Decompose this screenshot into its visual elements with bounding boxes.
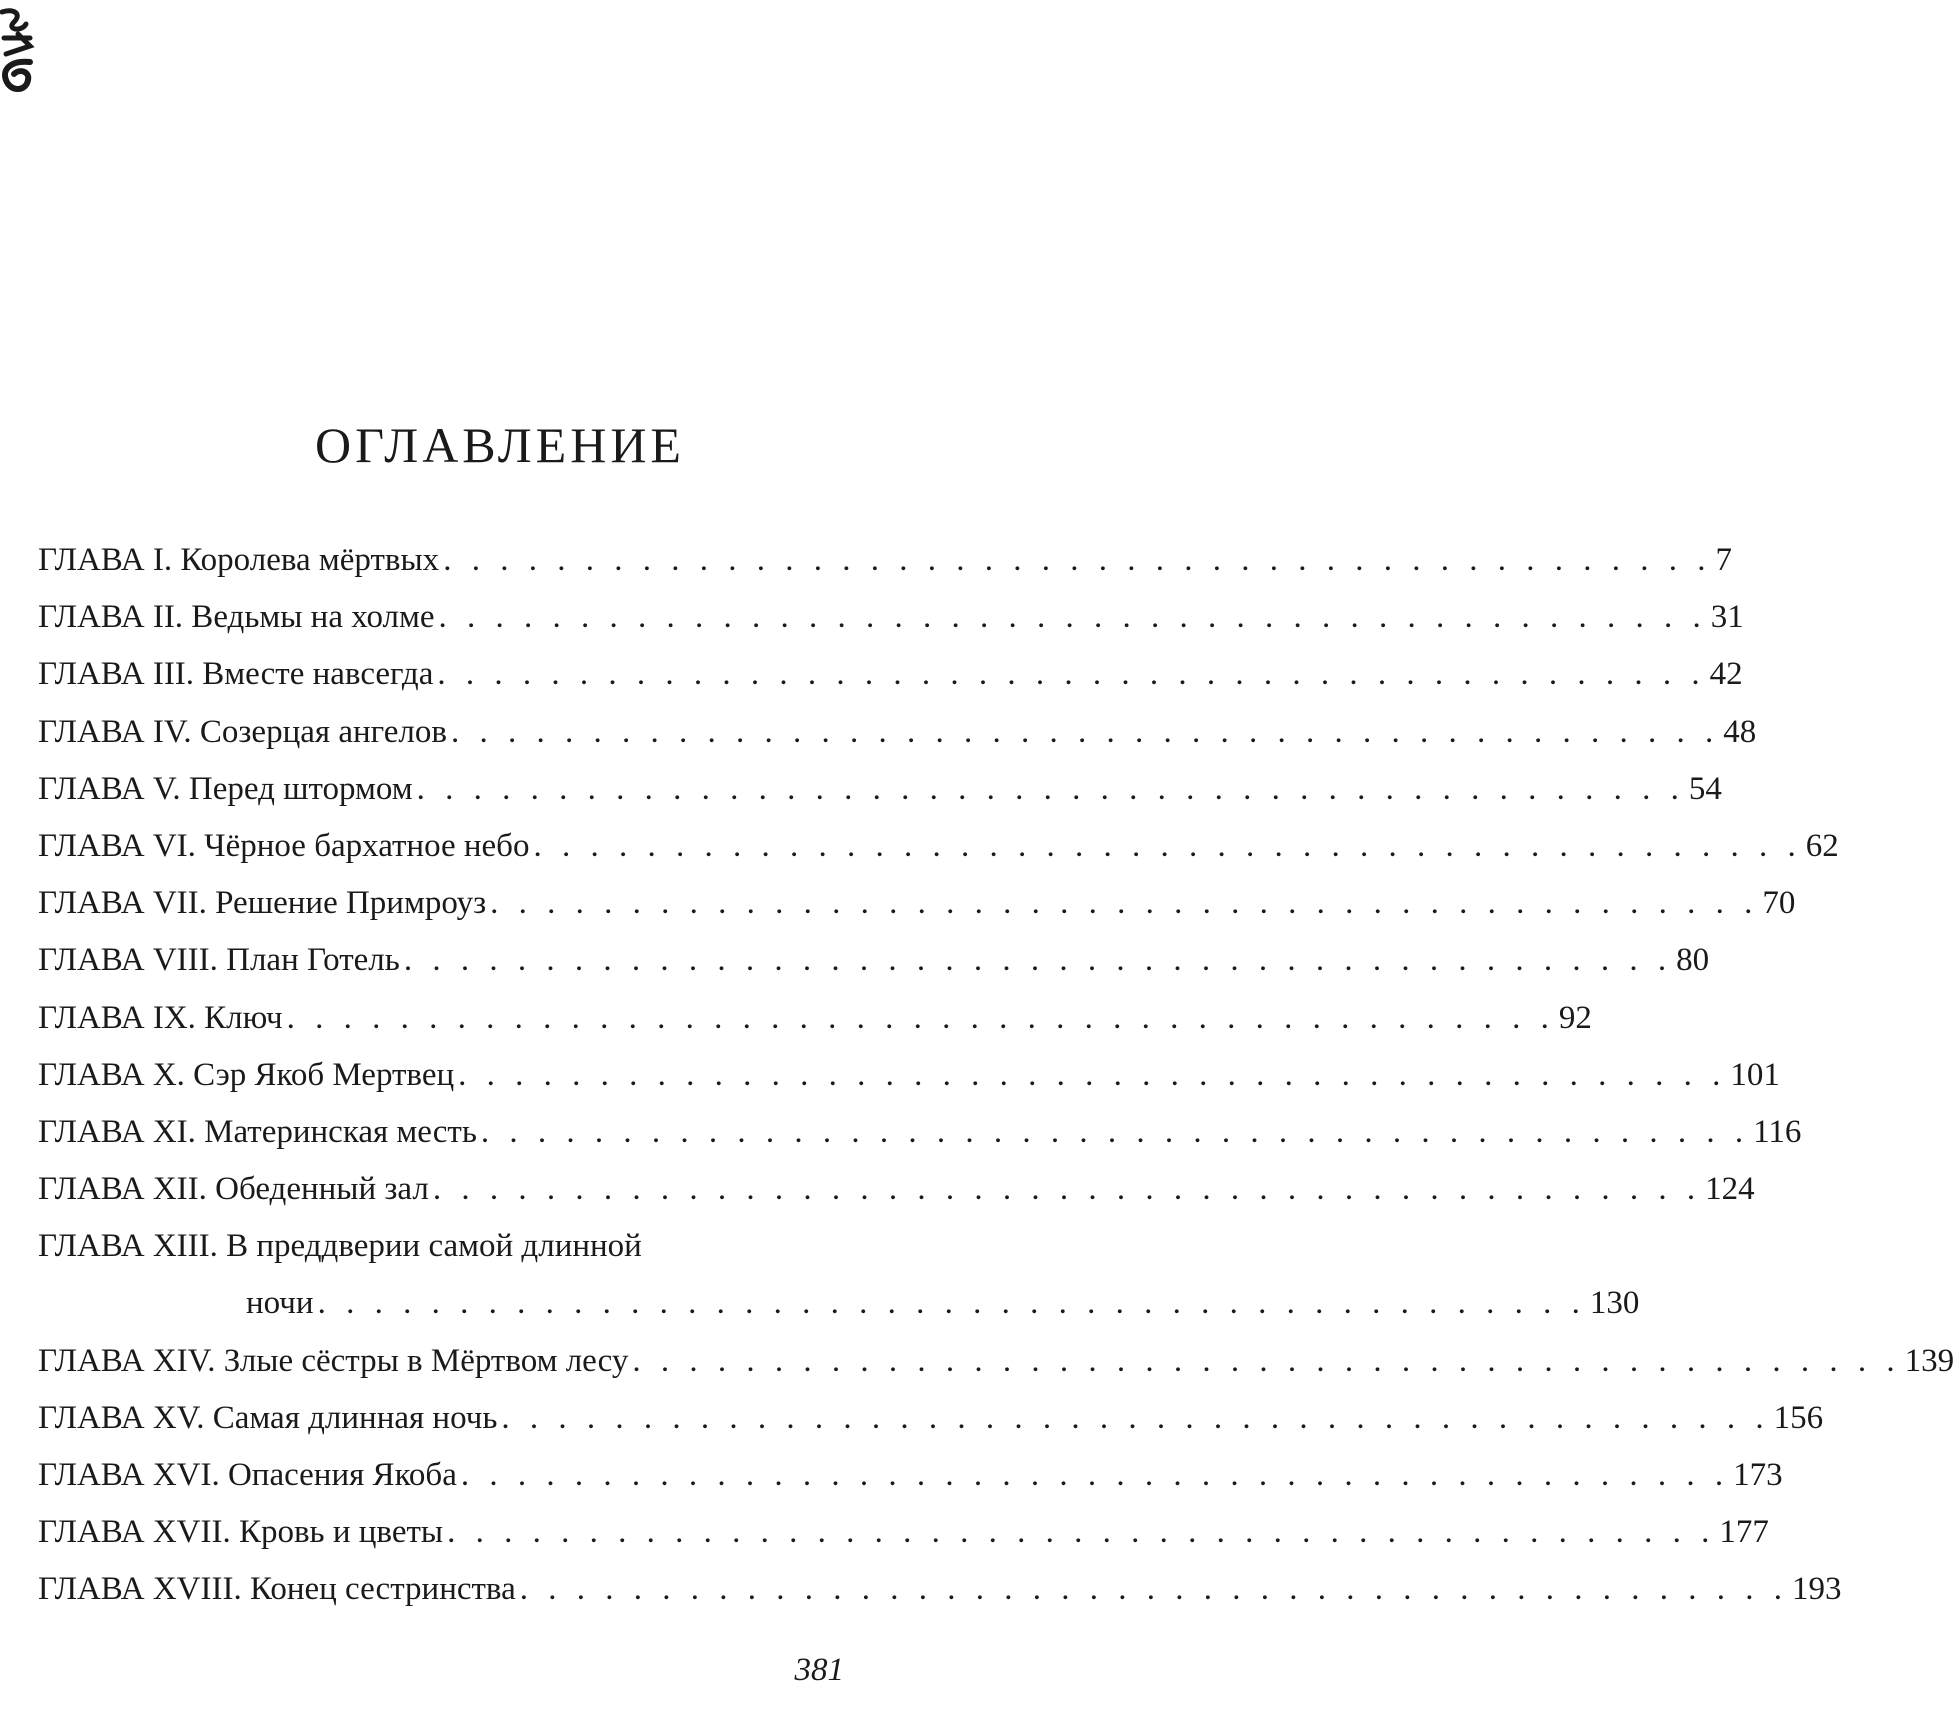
toc-entry[interactable]	[38, 1333, 1954, 1390]
dot-leader: . . . . . . . . . . . . . . . . . . . . . . . . . . . . . . . . . . . . . . . . . . . . .	[432, 1171, 1702, 1208]
dot-leader: . . . . . . . . . . . . . . . . . . . . . . . . . . . . . . . . . . . . . . . . . . . . .	[438, 599, 1707, 636]
dot-leader: . . . . . . . . . . . . . . . . . . . . . . . . . . . . . . . . . . . . . . . . . . . . .	[458, 1056, 1727, 1093]
toc-entry[interactable]	[38, 1504, 1769, 1561]
toc-entry-page: 193	[1791, 1571, 1842, 1608]
toc-entry-page: 7	[1715, 542, 1732, 578]
toc-entry[interactable]	[38, 646, 1743, 703]
toc-entry-label: ГЛАВА XVI. Опасения Якоба	[38, 1457, 457, 1493]
dot-leader: . . . . . . . . . . . . . . . . . . . . . . . . . . . . . . . . . . . . . . . . . . . . .	[447, 1514, 1716, 1551]
toc-entry-label-continued: ночи	[246, 1285, 314, 1322]
toc-entry-page: 139	[1904, 1342, 1954, 1379]
toc-entry-label: ГЛАВА XIII. В преддверии самой длинной	[38, 1228, 642, 1265]
toc-entry-label: ГЛАВА XII. Обеденный зал	[38, 1171, 429, 1208]
toc-entry-label: ГЛАВА VI. Чёрное бархатное небо	[38, 827, 530, 864]
toc-entry[interactable]	[38, 589, 1744, 646]
page-number: 381	[794, 1652, 844, 1688]
toc-entry-label: ГЛАВА IX. Ключ	[38, 999, 283, 1036]
toc-entry-label: ГЛАВА XV. Самая длинная ночь	[38, 1399, 498, 1436]
toc-entry[interactable]	[38, 761, 1722, 818]
dot-leader: . . . . . . . . . . . . . . . . . . . . . . . . . . . . . . . . . . . . . . . . . . . . .	[480, 1113, 1750, 1150]
toc-entry-label: ГЛАВА V. Перед штормом	[38, 770, 413, 807]
dot-leader: . . . . . . . . . . . . . . . . . . . . . . . . . . . . . . . . . . . . . . . . . . . . .	[317, 1285, 1586, 1322]
toc-entry-page: 80	[1676, 942, 1710, 979]
toc-entry[interactable]	[38, 990, 1592, 1047]
toc-entry-page: 70	[1762, 885, 1796, 922]
toc-entry-page: 31	[1710, 599, 1744, 636]
toc-entry[interactable]	[38, 1447, 1783, 1504]
toc-entry-page: 62	[1805, 827, 1839, 864]
toc-entry-page: 130	[1589, 1285, 1640, 1322]
toc-entry-label: ГЛАВА X. Сэр Якоб Мертвец	[38, 1056, 455, 1093]
dot-leader: . . . . . . . . . . . . . . . . . . . . . . . . . . . . . . . . . . . . . . . . . . . . .	[632, 1342, 1901, 1379]
toc-entry[interactable]	[38, 1561, 1842, 1618]
toc-entry-label: ГЛАВА VIII. План Готель	[38, 942, 400, 979]
dot-leader: . . . . . . . . . . . . . . . . . . . . . . . . . . . . . . . . . . . . . . . . . . . . .	[460, 1457, 1730, 1493]
toc-entry[interactable]	[38, 532, 1732, 589]
dot-leader: . . . . . . . . . . . . . . . . . . . . . . . . . . . . . . . . . . . . . . . . . . . . .	[490, 885, 1759, 922]
toc-entry-page: 101	[1730, 1056, 1780, 1093]
toc-entry-label: ГЛАВА XVII. Кровь и цветы	[38, 1514, 444, 1551]
toc-entry-page: 42	[1709, 656, 1743, 693]
dot-leader: . . . . . . . . . . . . . . . . . . . . . . . . . . . . . . . . . . . . . . . . . . . . .	[403, 942, 1673, 979]
toc-entry-continuation[interactable]	[38, 1275, 1640, 1332]
dot-leader: . . . . . . . . . . . . . . . . . . . . . . . . . . . . . . . . . . . . . . . . . . . . .	[450, 713, 1720, 750]
toc-entry-page: 173	[1733, 1457, 1783, 1493]
toc-entry-label: ГЛАВА I. Королева мёртвых	[38, 542, 440, 578]
dot-leader: . . . . . . . . . . . . . . . . . . . . . . . . . . . . . . . . . . . . . . . . . . . . .	[443, 542, 1712, 578]
toc-entry[interactable]	[38, 704, 1757, 761]
toc-entry[interactable]	[38, 1047, 1780, 1104]
flourish-ornament-icon	[0, 4, 36, 104]
toc-entry-page: 92	[1558, 999, 1592, 1036]
toc-entry-label: ГЛАВА II. Ведьмы на холме	[38, 599, 435, 636]
toc-entry-page: 124	[1705, 1171, 1755, 1208]
toc-entry[interactable]	[38, 1218, 844, 1275]
toc-entry[interactable]	[38, 818, 1839, 875]
toc-entry[interactable]	[38, 875, 1796, 932]
toc-entry-page: 54	[1688, 770, 1722, 807]
toc-entry[interactable]	[38, 1161, 1755, 1218]
dot-leader: . . . . . . . . . . . . . . . . . . . . . . . . . . . . . . . . . . . . . . . . . . . . .	[519, 1571, 1788, 1608]
toc-entry-label: ГЛАВА XI. Материнская месть	[38, 1113, 477, 1150]
toc-entry-label: ГЛАВА XVIII. Конец сестринства	[38, 1571, 516, 1608]
toc-entry-label: ГЛАВА III. Вместе навсегда	[38, 656, 434, 693]
toc-entry[interactable]	[38, 1390, 1824, 1447]
dot-leader: . . . . . . . . . . . . . . . . . . . . . . . . . . . . . . . . . . . . . . . . . . . . .	[416, 770, 1685, 807]
toc-entry-page: 48	[1723, 713, 1757, 750]
page-title: ОГЛАВЛЕНИЕ	[315, 417, 685, 473]
toc-entry-page: 177	[1719, 1514, 1769, 1551]
toc-entry-label: ГЛАВА VII. Решение Примроуз	[38, 885, 487, 922]
toc-entry[interactable]	[38, 932, 1710, 989]
dot-leader: . . . . . . . . . . . . . . . . . . . . . . . . . . . . . . . . . . . . . . . . . . . . .	[286, 999, 1555, 1036]
toc-entry-page: 116	[1753, 1113, 1802, 1150]
toc-entry-page: 156	[1773, 1399, 1824, 1436]
toc-entry-label: ГЛАВА XIV. Злые сёстры в Мёртвом лесу	[38, 1342, 629, 1379]
toc-entry-label: ГЛАВА IV. Созерцая ангелов	[38, 713, 447, 750]
table-of-contents	[38, 532, 1954, 1619]
toc-entry[interactable]	[38, 1104, 1802, 1161]
dot-leader: . . . . . . . . . . . . . . . . . . . . . . . . . . . . . . . . . . . . . . . . . . . . .	[533, 827, 1802, 864]
dot-leader: . . . . . . . . . . . . . . . . . . . . . . . . . . . . . . . . . . . . . . . . . . . . .	[501, 1399, 1770, 1436]
dot-leader: . . . . . . . . . . . . . . . . . . . . . . . . . . . . . . . . . . . . . . . . . . . . .	[437, 656, 1706, 693]
